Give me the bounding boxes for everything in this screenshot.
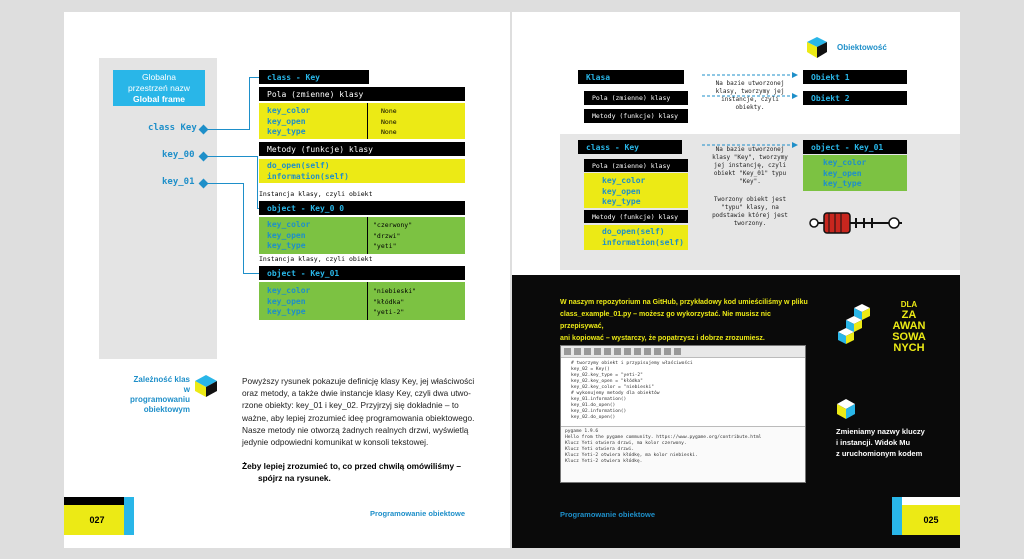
body-line: ważne, aby lepiej zrozumieć ideę programowania obiektowego. [242,412,475,423]
cube-arrow-icon [194,374,218,398]
arrow-right-icon [702,71,798,79]
code-line: key_01.information() [571,397,627,402]
body-line: rzone obiekty: key_01 i key_02. Przyjrzyj się dokładnie – to [242,400,459,411]
mu-caption-line: Zmieniamy nazwy kluczy [836,427,925,436]
code-line: key_02.key_open = "kłódka" [571,379,643,384]
note-line: instancje, czyli [721,96,779,103]
method-information: information(self) [267,171,349,181]
instance-caption: Instancja klasy, czyli obiekt [259,255,373,263]
field-value: None [381,128,397,136]
methods-label: Metody (funkcje) klasy [584,109,688,123]
mid-field: key_color [602,176,646,185]
mid-fields-label: Pola (zmienne) klasy [584,159,688,172]
connector [249,77,259,78]
global-frame-line2: przestrzeń nazw [128,83,190,93]
klasa-header: Klasa [578,70,684,84]
note-line: klasy, tworzymy jej [715,88,785,95]
body-line: Powyższy rysunek pokazuje definicję klasy Key, jej właściwości [242,376,475,386]
connector [207,183,243,184]
connector [207,129,249,130]
class-methods-label: Metody (funkcje) klasy [259,142,465,156]
field-value: None [381,107,397,115]
mid-obj-field: key_color [823,158,867,167]
side-caption-line: obiektowym [143,405,190,414]
body-line: Nasze metody nie otworzą żadnych realnych drzwi, wyświetlą [242,424,469,435]
top-note [700,80,800,112]
field-key-color: key_color [267,106,311,115]
mid-fields-box [584,173,688,208]
class-methods-box [259,159,465,183]
footer-title: Programowanie obiektowe [560,510,656,519]
bold-paragraph [242,460,502,484]
body-line: jedynie odpowiedni komunikat w konsoli tekstowej. [242,437,429,448]
field-key-open: key_open [267,116,306,126]
obj-value: "czerwony" [373,221,413,229]
mid-object-box [803,155,907,191]
editor-toolbar [561,346,805,358]
obj-field: key_open [267,296,306,306]
mid-note-2 [698,196,802,228]
cube-icon [836,398,856,420]
bold-line: Żeby lepiej zrozumieć to, co przed chwilą omówiliśmy – [242,461,462,471]
body-line: oraz metody, a także dwie instancje klasy Key, czyli dwa utwo- [242,388,471,399]
arrow-right-icon [702,141,798,149]
mid-note-1 [698,146,802,186]
advanced-badge [884,299,934,354]
page-number: 027 [64,505,130,535]
code-line: key_02.do_open() [571,415,616,420]
connector [257,156,258,209]
object-1-box: Obiekt 1 [803,70,907,84]
dark-text-line: W naszym repozytorium na GitHub, przykładowy kod umieściliśmy w pliku [560,299,808,306]
note-line: jej instancję, czyli [713,162,787,169]
global-frame-line3: Global frame [133,94,185,104]
body-paragraph [242,375,502,448]
console-line: pygame 1.9.6 [565,429,599,434]
note-line: klasy "Key", tworzymy [712,154,788,161]
note-line: tworzony. [733,220,767,227]
mu-caption-line: i instancji. Widok Mu [836,438,911,447]
connector [249,77,250,130]
key-illustration-icon [808,207,904,239]
code-line: key_02.information() [571,409,627,414]
obj-value: "drzwi" [373,231,401,240]
code-line: # tworzymy obiekt i przypisujemy właściwości [571,361,693,366]
code-line: key_02 = Key() [571,367,610,372]
section-heading: Obiektowość [837,43,887,52]
mid-object-header: object - Key_01 [803,140,907,154]
code-line: key_02.key_type = "yeti-2" [571,373,643,378]
global-frame-title [113,70,205,106]
note-line: Na bazie utworzonej [715,80,785,87]
code-editor [561,358,805,426]
console-line: Klucz Yeti otwiera drzwi. [565,447,635,452]
console-line: Klucz Yeti-2 otwiera kłódkę. [565,459,643,464]
badge-line: NYCH [893,342,925,354]
fields-label: Pola (zmienne) klasy [584,91,688,105]
mu-editor-screenshot [560,345,806,483]
stairs-cubes-icon [836,302,882,352]
connector [207,156,257,157]
dark-text-line: class_example_01.py – możesz go wykorzystać. Nie musisz nic przepisywać, [560,311,771,330]
bold-line: spójrz na rysunek. [258,473,331,484]
note-line: obiekt "Key_01" typu [713,170,787,177]
mid-methods-box [584,225,688,250]
obj-field: key_open [267,230,306,240]
cube-arrow-icon [806,36,828,60]
object-00-box [259,217,465,254]
badge-line: AWAN [892,320,926,332]
obj-field: key_type [267,307,306,316]
mid-method: do_open(self) [602,227,665,236]
page-number-cube-side [124,497,134,535]
mid-class-header: class - Key [578,140,682,154]
side-caption-line: w programowaniu [129,385,190,404]
global-key-00: key_00 [162,150,195,160]
code-line: key_02.key_color = "niebieski" [571,385,654,390]
object-01-box [259,282,465,320]
field-value: None [381,117,397,126]
badge-line: ZA [901,309,917,321]
console-line: Hello from the pygame community. https://www.pygame.org/contribute.html [565,435,762,440]
page-number-cube-side [892,497,902,535]
connector [243,183,244,274]
note-line: podstawie której jest [712,212,788,219]
object-2-box: Obiekt 2 [803,91,907,105]
left-page [64,12,510,548]
code-line: key_01.do_open() [571,403,616,408]
class-key-header: class - Key [259,70,369,84]
obj-value: "kłódka" [373,297,405,306]
page-number-cube-top [892,497,960,505]
badge-line: DLA [900,300,918,309]
mid-obj-field: key_open [823,168,862,178]
footer-title: Programowanie obiektowe [370,509,466,518]
global-frame-line1: Globalna [141,72,177,82]
console-output [561,426,805,482]
side-caption-line: Zależność klas [133,375,190,384]
note-line: "Key". [739,178,761,185]
instance-caption: Instancja klasy, czyli obiekt [259,190,373,198]
side-caption [124,375,190,415]
note-line: "typu" klasy, na [721,204,779,211]
mid-field: key_open [602,186,641,196]
dark-text [560,297,810,345]
obj-value: "yeti" [373,242,397,250]
mid-field: key_type [602,197,641,206]
obj-field: key_type [267,241,306,250]
code-line: # wykonujemy metody dla obiektów [571,391,660,396]
page-number: 025 [902,505,960,535]
global-class-key: class Key [148,123,197,133]
dark-text-line: ani kopiować – wystarczy, że popatrzysz i dobrze zrozumiesz. [560,335,765,342]
mid-method: information(self) [602,237,684,247]
method-do-open: do_open(self) [267,161,330,170]
obj-field: key_color [267,220,311,229]
object-01-header: object - Key_01 [259,266,465,280]
object-00-header: object - Key_0 0 [259,201,465,215]
obj-value: "niebieski" [373,287,417,295]
console-line: Klucz Yeti-2 otwiera kłódkę, ma kolor niebieski. [565,453,698,458]
mu-caption-line: z uruchomionym kodem [836,449,923,458]
mid-obj-field: key_type [823,179,862,188]
global-key-01: key_01 [162,177,195,187]
note-line: Tworzony obiekt jest [713,196,787,203]
class-fields-box [259,103,465,139]
field-key-type: key_type [267,127,306,136]
mid-methods-label: Metody (funkcje) klasy [584,210,688,223]
note-line: Na bazie utworzonej [715,146,785,153]
note-line: obiekty. [735,104,765,111]
obj-value: "yeti-2" [373,308,405,316]
mu-caption [836,426,925,459]
badge-line: SOWA [892,331,926,343]
class-fields-label: Pola (zmienne) klasy [259,87,465,101]
console-line: Klucz Yeti otwiera drzwi, ma kolor czerwony. [565,441,687,446]
obj-field: key_color [267,286,311,295]
right-page [512,12,960,548]
